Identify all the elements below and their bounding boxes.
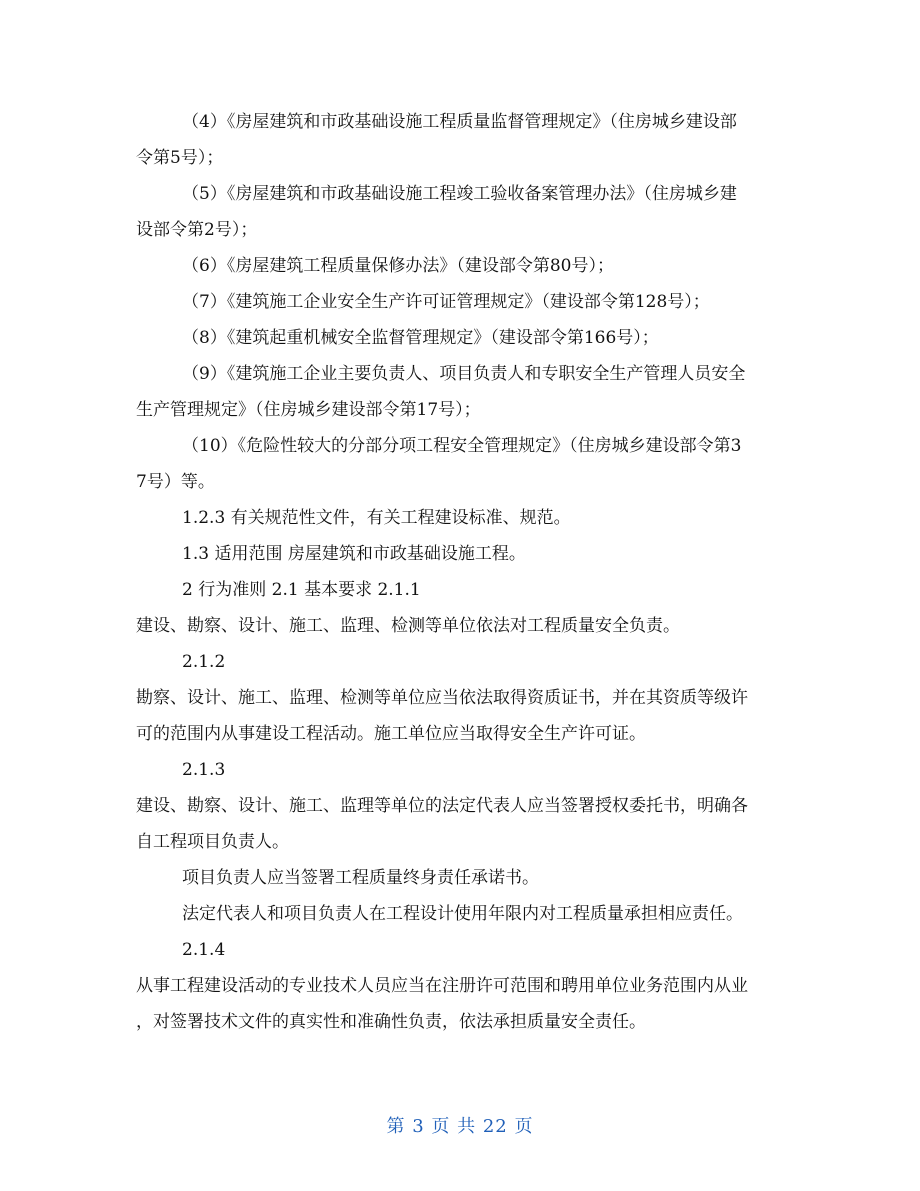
text-line: 2.1.2 <box>182 652 226 672</box>
document-body <box>136 104 786 1040</box>
text-line: （5）《房屋建筑和市政基础设施工程竣工验收备案管理办法》（住房城乡建 <box>182 184 737 204</box>
text-line: 7号）等。 <box>136 472 215 492</box>
text-line: 可的范围内从事建设工程活动。施工单位应当取得安全生产许可证。 <box>136 724 646 744</box>
text-line: 建设、勘察、设计、施工、监理、检测等单位依法对工程质量安全负责。 <box>136 616 680 636</box>
text-line: 设部令第2号）； <box>136 220 258 240</box>
text-line: （9）《建筑施工企业主要负责人、项目负责人和专职安全生产管理人员安全 <box>182 364 746 384</box>
text-line: 2 行为准则 2.1 基本要求 2.1.1 <box>182 580 421 600</box>
text-line: 令第5号）； <box>136 148 224 168</box>
text-line: （7）《建筑施工企业安全生产许可证管理规定》（建设部令第128号）； <box>182 292 710 312</box>
text-line: 2.1.4 <box>182 940 226 960</box>
text-line: 项目负责人应当签署工程质量终身责任承诺书。 <box>182 868 539 888</box>
text-line: 建设、勘察、设计、施工、监理等单位的法定代表人应当签署授权委托书，明确各 <box>136 796 748 816</box>
text-line: （6）《房屋建筑工程质量保修办法》（建设部令第80号）； <box>182 256 614 276</box>
text-line: 法定代表人和项目负责人在工程设计使用年限内对工程质量承担相应责任。 <box>182 904 743 924</box>
text-line: 勘察、设计、施工、监理、检测等单位应当依法取得资质证书，并在其资质等级许 <box>136 688 748 708</box>
page-number-footer: 第 3 页 共 22 页 <box>386 1116 534 1137</box>
text-line: 1.3 适用范围 房屋建筑和市政基础设施工程。 <box>182 544 526 564</box>
text-line: （4）《房屋建筑和市政基础设施工程质量监督管理规定》（住房城乡建设部 <box>182 112 737 132</box>
text-line: 2.1.3 <box>182 760 226 780</box>
text-line: （8）《建筑起重机械安全监督管理规定》（建设部令第166号）； <box>182 328 659 348</box>
text-line: 生产管理规定》（住房城乡建设部令第17号）； <box>136 400 481 420</box>
text-line: ，对签署技术文件的真实性和准确性负责，依法承担质量安全责任。 <box>136 1012 646 1032</box>
text-line: 从事工程建设活动的专业技术人员应当在注册许可范围和聘用单位业务范围内从业 <box>136 976 748 996</box>
text-line: （10）《危险性较大的分部分项工程安全管理规定》（住房城乡建设部令第3 <box>182 436 742 456</box>
text-line: 1.2.3 有关规范性文件，有关工程建设标准、规范。 <box>182 508 571 528</box>
text-line: 自工程项目负责人。 <box>136 832 289 852</box>
